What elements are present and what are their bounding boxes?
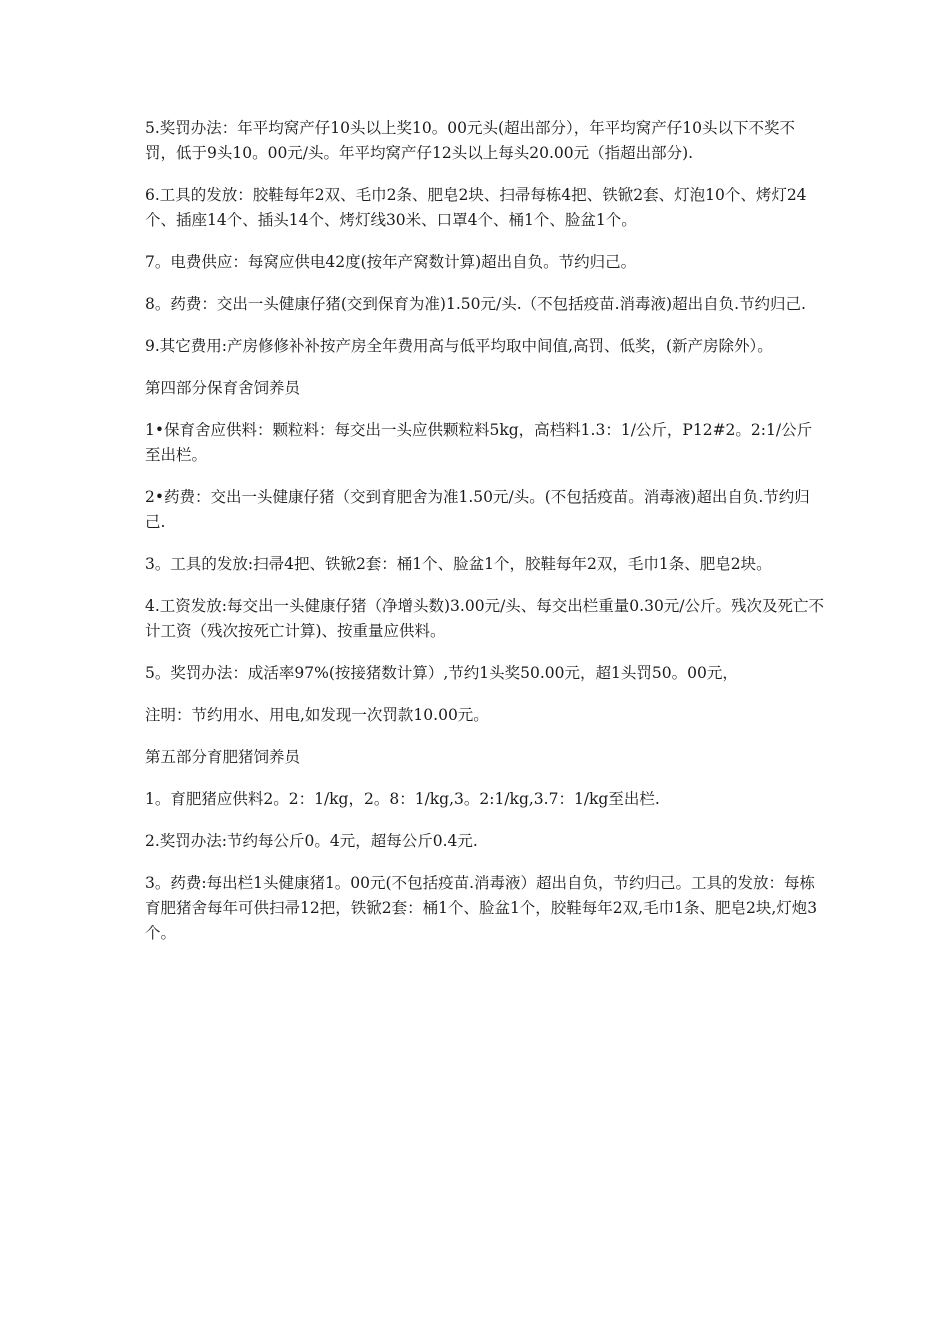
paragraph-nursery-wages: 4.工资发放:每交出一头健康仔猪（净增头数)3.00元/头、每交出栏重量0.30元/公斤。残次及死亡不计工资（残次按死亡计算)、按重量应供料。: [145, 597, 825, 640]
paragraph-other-fees: 9.其它费用:产房修修补补按产房全年费用高与低平均取中间值,高罚、低奖，(新产房除外）。: [145, 337, 773, 355]
paragraph-fattening-feed: 1。育肥猪应供料2。2：1/kg，2。8：1/kg,3。2:1/kg,3.7：1/kg至出栏.: [145, 790, 660, 808]
paragraph-nursery-tools: 3。工具的发放:扫帚4把、铁锨2套：桶1个、脸盆1个，胶鞋每年2双，毛巾1条、肥皂2块。: [145, 555, 772, 573]
document-page: [145, 116, 825, 963]
paragraph-electricity: 7。电费供应：每窝应供电42度(按年产窝数计算)超出自负。节约归己。: [145, 253, 637, 271]
paragraph-fattening-reward: 2.奖罚办法:节约每公斤0。4元，超每公斤0.4元.: [145, 832, 478, 850]
paragraph-tool-issue: 6.工具的发放：胶鞋每年2双、毛巾2条、肥皂2块、扫帚每栋4把、铁锨2套、灯泡10个、烤灯24个、插座14个、插头14个、烤灯线30米、口罩4个、桶1个、脸盆1个。: [145, 186, 807, 229]
paragraph-fattening-medicine-tools: 3。药费:每出栏1头健康猪1。00元(不包括疫苗.消毒液）超出自负，节约归己。工具的发放：每栋育肥猪舍每年可供扫帚12把，铁锨2套：桶1个、脸盆1个，胶鞋每年2双,毛巾1条、肥皂2块,灯炮3个。: [145, 874, 818, 942]
paragraph-medicine-fee: 8。药费：交出一头健康仔猪(交到保育为准)1.50元/头.（不包括疫苗.消毒液)超出自负.节约归己.: [145, 295, 806, 313]
section-heading-fattening: 第五部分育肥猪饲养员: [145, 748, 301, 766]
paragraph-reward-penalty: 5.奖罚办法：年平均窝产仔10头以上奖10。00元头(超出部分），年平均窝产仔10头以下不奖不罚，低于9头10。00元/头。年平均窝产仔12头以上每头20.00元（指超出部分).: [145, 119, 795, 162]
section-heading-nursery: 第四部分保育舍饲养员: [145, 379, 301, 397]
paragraph-nursery-feed: 1•保育舍应供料：颗粒料：每交出一头应供颗粒料5kg，高档料1.3：1/公斤，P12#2。2:1/公斤至出栏。: [145, 421, 813, 464]
paragraph-nursery-medicine: 2•药费：交出一头健康仔猪（交到育肥舍为准1.50元/头。(不包括疫苗。消毒液)超出自负.节约归己.: [145, 488, 810, 531]
paragraph-note: 注明：节约用水、用电,如发现一次罚款10.00元。: [145, 706, 489, 724]
paragraph-nursery-reward: 5。奖罚办法：成活率97%(按接猪数计算）,节约1头奖50.00元，超1头罚50。00元，: [145, 664, 738, 682]
